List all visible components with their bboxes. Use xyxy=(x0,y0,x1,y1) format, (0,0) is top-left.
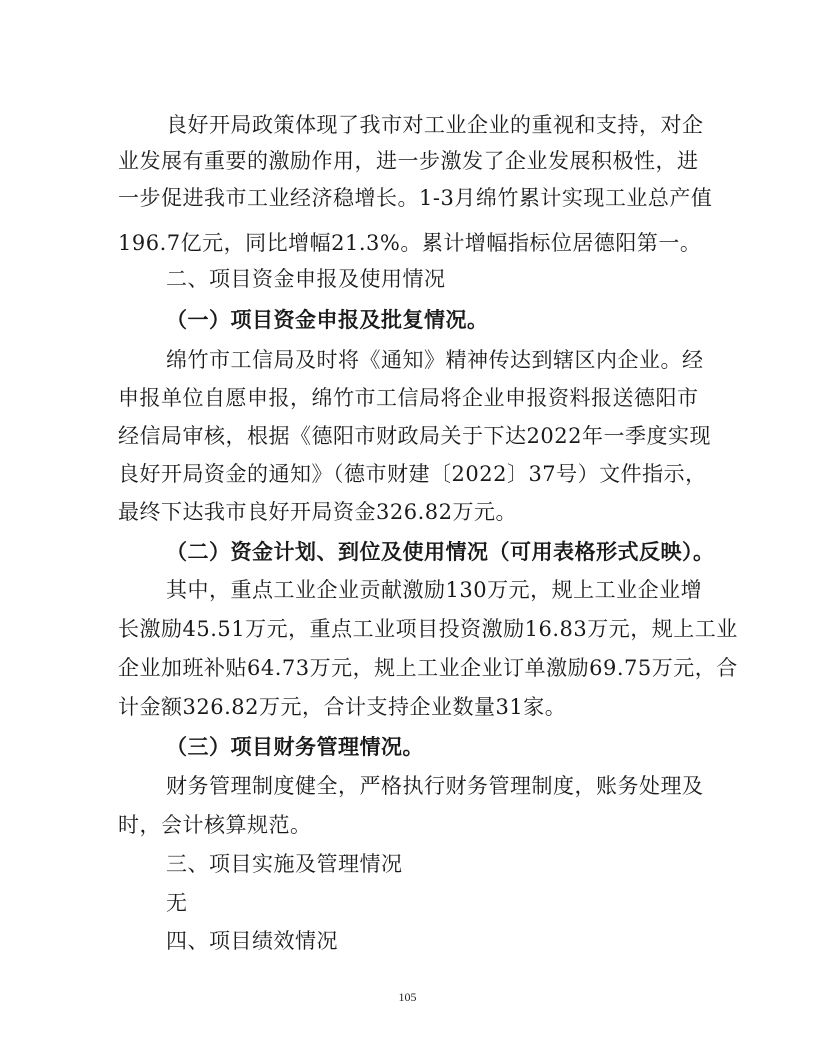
paragraph-line: 良好开局资金的通知》（德市财建〔2022〕37号）文件指示， xyxy=(118,462,707,486)
none-text: 无 xyxy=(166,891,188,915)
paragraph-line: 计金额326.82万元，合计支持企业数量31家。 xyxy=(118,695,567,719)
subsection-heading: （一）项目资金申报及批复情况。 xyxy=(166,308,489,332)
subsection-heading: （三）项目财务管理情况。 xyxy=(166,735,424,759)
section-heading: 三、项目实施及管理情况 xyxy=(166,852,403,876)
paragraph-line: 申报单位自愿申报，绵竹市工信局将企业申报资料报送德阳市 xyxy=(118,386,699,410)
paragraph-line: 良好开局政策体现了我市对工业企业的重视和支持，对企 xyxy=(166,113,704,137)
section-heading: 四、项目绩效情况 xyxy=(166,929,338,953)
paragraph-line: 绵竹市工信局及时将《通知》精神传达到辖区内企业。经 xyxy=(166,348,704,372)
paragraph-line: 业发展有重要的激励作用，进一步激发了企业发展积极性，进 xyxy=(118,149,699,173)
paragraph-line: 一步促进我市工业经济稳增长。1-3月绵竹累计实现工业总产值 xyxy=(118,186,713,210)
paragraph-line: 财务管理制度健全，严格执行财务管理制度，账务处理及 xyxy=(166,774,704,798)
paragraph-line: 时，会计核算规范。 xyxy=(118,813,312,837)
subsection-heading: （二）资金计划、到位及使用情况（可用表格形式反映）。 xyxy=(166,540,715,564)
paragraph-line: 其中，重点工业企业贡献激励130万元，规上工业企业增 xyxy=(166,578,703,602)
section-heading: 二、项目资金申报及使用情况 xyxy=(166,267,446,291)
paragraph-line: 196.7亿元，同比增幅21.3%。累计增幅指标位居德阳第一。 xyxy=(118,231,702,255)
paragraph-line: 长激励45.51万元，重点工业项目投资激励16.83万元，规上工业 xyxy=(118,617,738,641)
paragraph-line: 经信局审核，根据《德阳市财政局关于下达2022年一季度实现 xyxy=(118,424,711,448)
paragraph-line: 最终下达我市良好开局资金326.82万元。 xyxy=(118,500,517,524)
paragraph-line: 企业加班补贴64.73万元，规上工业企业订单激励69.75万元，合 xyxy=(118,656,738,680)
page-number: 105 xyxy=(398,990,417,1004)
